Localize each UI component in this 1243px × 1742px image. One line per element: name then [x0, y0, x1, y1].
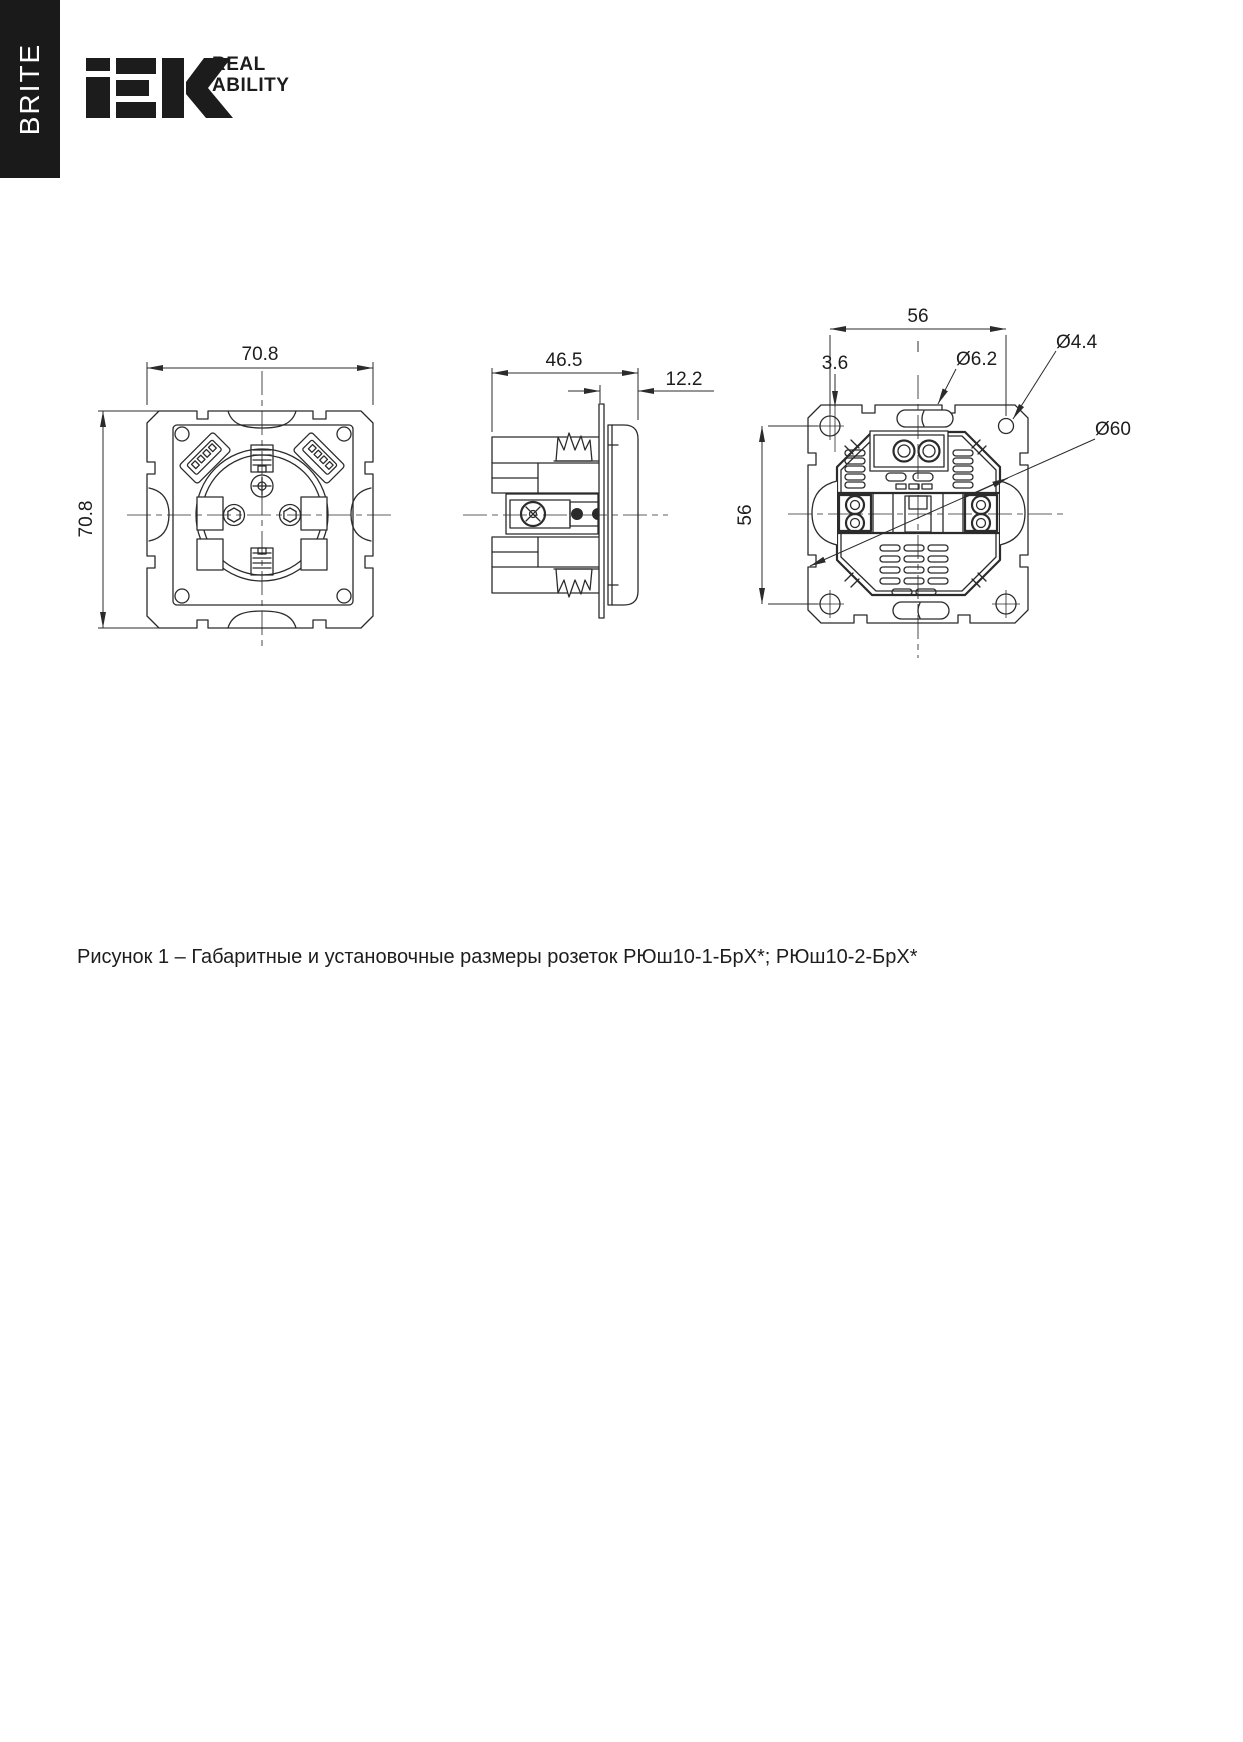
rear-hole-span-v-label: 56: [735, 504, 756, 526]
claw-screw-assembly: [506, 494, 604, 534]
tagline-line1: REAL: [212, 54, 266, 75]
plate-screw-hole-top-right: [999, 419, 1014, 434]
front-width-dimension: [147, 344, 373, 405]
figure-caption: Рисунок 1 – Габаритные и установочные размеры розеток РЮш10-1-БрХ*; РЮш10-2-БрХ*: [77, 946, 918, 968]
rear-view: [735, 306, 1131, 658]
claw-offset-label: 3.6: [821, 353, 849, 374]
front-height-label: 70.8: [76, 500, 97, 538]
side-depth-dimension: [492, 350, 638, 432]
side-depth-label: 46.5: [545, 350, 583, 371]
support-frame-plate: [599, 404, 604, 618]
slot-diameter-label: Ø6.2: [956, 349, 998, 370]
terminal-right: [965, 495, 997, 532]
side-face-dimension: [568, 369, 714, 403]
body-diameter-label: Ø60: [1095, 419, 1131, 440]
hole-diameter-leader: [1013, 332, 1098, 419]
slot-diameter-leader: [938, 349, 997, 404]
side-view: [463, 350, 714, 618]
cable-slot-bottom: [893, 602, 949, 619]
front-plate: [147, 411, 373, 628]
front-view: [76, 344, 394, 651]
tagline-line2: ABILITY: [212, 75, 290, 96]
series-badge-label: BRITE: [14, 42, 45, 136]
front-width-label: 70.8: [241, 344, 279, 365]
cable-slot-top: [897, 410, 953, 427]
side-face-label: 12.2: [665, 369, 703, 390]
hole-diameter-label: Ø4.4: [1056, 332, 1098, 353]
terminal-left: [839, 495, 871, 532]
rear-hole-span-vertical-dimension: [735, 426, 818, 604]
top-terminal-block: [870, 431, 948, 471]
rear-hole-span-h-label: 56: [907, 306, 929, 327]
